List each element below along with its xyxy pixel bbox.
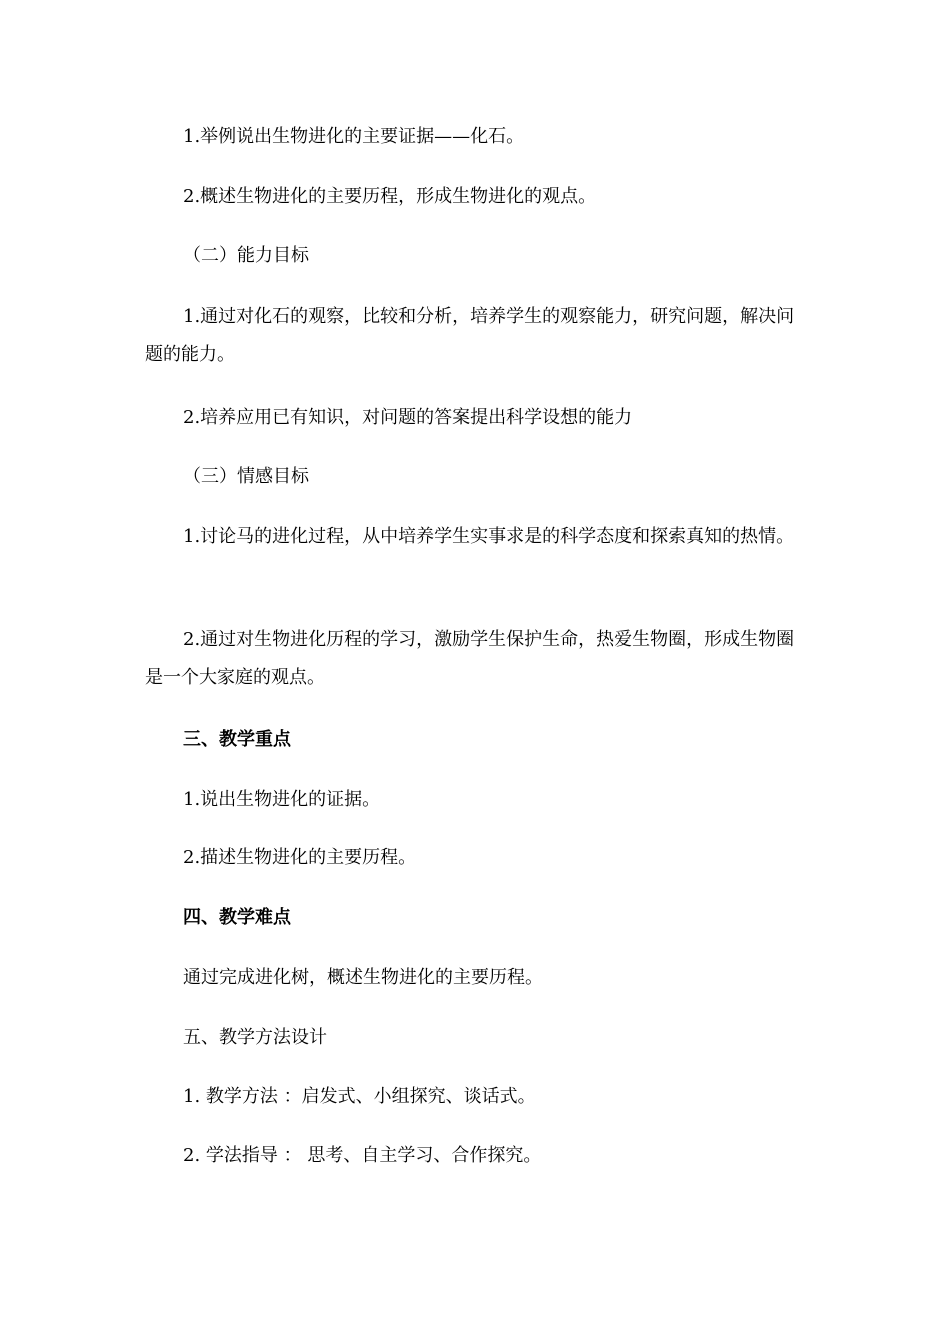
paragraph-emotion-1: 1.讨论马的进化过程，从中培养学生实事求是的科学态度和探索真知的热情。 xyxy=(183,526,795,547)
paragraph-method-2: 2. 学法指导 ： 思考、自主学习、合作探究。 xyxy=(183,1145,542,1166)
paragraph-method-1: 1. 教学方法 ：启发式、小组探究、谈话式。 xyxy=(183,1086,536,1107)
heading-key-points: 三、教学重点 xyxy=(183,729,291,750)
paragraph-ability-2: 2.培养应用已有知识，对问题的答案提出科学设想的能力 xyxy=(183,407,633,428)
heading-ability-goals: （二）能力目标 xyxy=(183,245,309,266)
paragraph-key-1: 1.说出生物进化的证据。 xyxy=(183,789,381,810)
paragraph-emotion-2: 2.通过对生物进化历程的学习，激励学生保护生命，热爱生物圈，形成生物圈是一个大家庭的观点。 xyxy=(145,629,795,688)
paragraph-key-2: 2.描述生物进化的主要历程。 xyxy=(183,847,417,868)
paragraph-ability-1: 1.通过对化石的观察，比较和分析，培养学生的观察能力，研究问题，解决问题的能力。 xyxy=(145,306,795,365)
paragraph-difficulty: 通过完成进化树，概述生物进化的主要历程。 xyxy=(183,967,543,988)
paragraph-knowledge-1: 1.举例说出生物进化的主要证据——化石。 xyxy=(183,126,525,147)
heading-difficulty: 四、教学难点 xyxy=(183,907,291,928)
heading-emotion-goals: （三）情感目标 xyxy=(183,466,309,487)
heading-method-design: 五、教学方法设计 xyxy=(183,1027,327,1048)
paragraph-knowledge-2: 2.概述生物进化的主要历程，形成生物进化的观点。 xyxy=(183,186,597,207)
